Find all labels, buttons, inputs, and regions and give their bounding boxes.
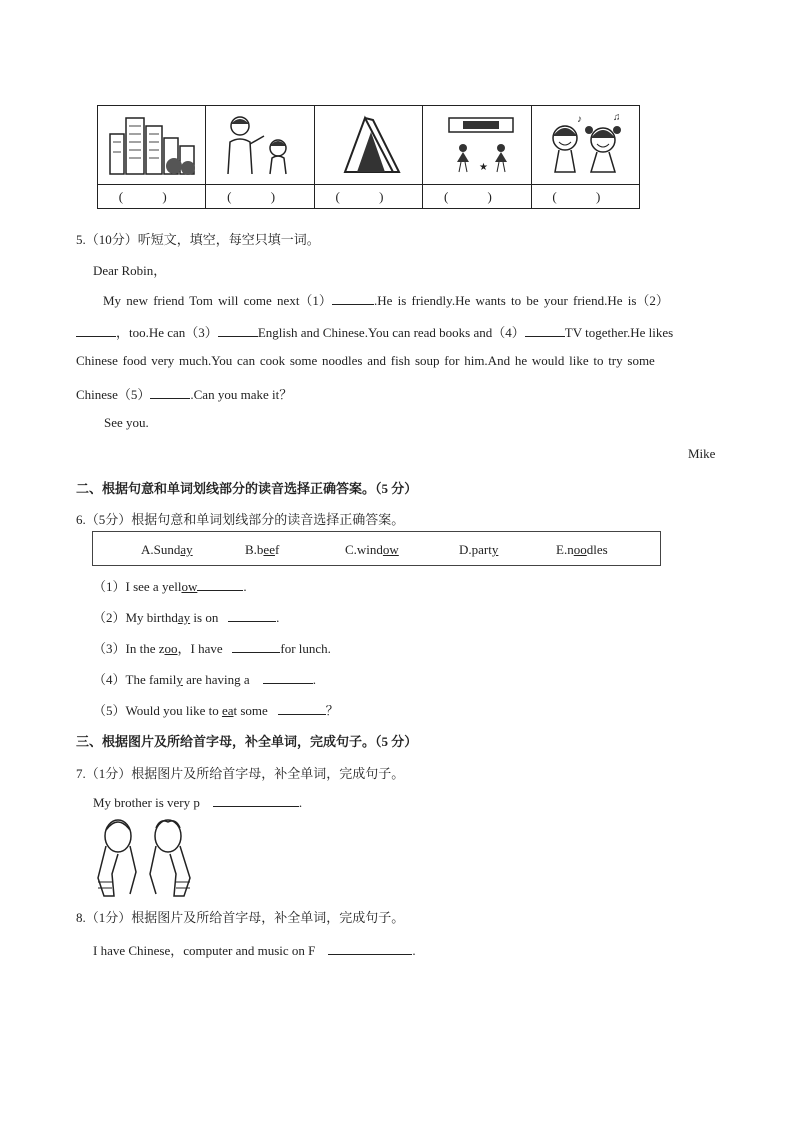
q8-heading: 8.（1分）根据图片及所给首字母，补全单词，完成句子。 [76,910,405,925]
picture-table [97,105,640,209]
letter-signature: Mike [688,446,716,461]
options-box [92,531,661,566]
passage-line [76,384,292,403]
passage-text: English and Chinese.You can read books and（4） [257,325,525,340]
passage-text: TV together.He likes [564,325,674,340]
two-boys-icon [90,816,200,902]
q6-item: （2）My birthday is on . [93,610,280,625]
answer-blank[interactable]: ( ) [118,188,185,204]
option-b: B.beef [245,542,280,557]
passage-text: Chinese（5） [76,387,151,402]
blank-3[interactable] [218,324,258,337]
picture-cell [532,106,639,208]
q7-heading: 7.（1分）根据图片及所给首字母，补全单词，完成句子。 [76,766,405,781]
option-d: D.party [459,542,499,557]
picture-cell [315,106,423,208]
answer-blank[interactable] [278,702,326,715]
answer-blank[interactable]: ( ) [335,188,402,204]
answer-blank[interactable] [263,671,313,684]
passage-line: Chinese food very much.You can cook some noodles and fish soup for him.And he would like to try some [76,353,655,368]
singing-kids-icon [532,106,639,185]
letter-greeting: Dear Robin， [93,263,167,278]
city-buildings-icon [98,106,205,185]
answer-blank[interactable] [197,578,243,591]
q8-sentence: I have Chinese，computer and music on F . [93,943,416,958]
letter-closing: See you. [104,415,149,430]
answer-blank[interactable] [213,794,299,807]
svg-text:★: ★ [478,162,488,173]
answer-blank[interactable] [328,942,412,955]
dancing-girls-icon [423,106,530,185]
picture-cell [98,106,206,208]
passage-text: .He is friendly.He wants to be your friend.He is（2） [373,293,669,308]
q6-item: （5）Would you like to eat some ？ [93,703,339,718]
answer-blank[interactable]: ( ) [227,188,294,204]
picture-cell [423,106,531,208]
blank-5[interactable] [150,386,190,399]
option-c: C.window [345,542,399,557]
answer-blank[interactable]: ( ) [552,188,619,204]
svg-text:♪: ♪ [577,114,583,125]
answer-blank[interactable] [228,609,276,622]
blank-4[interactable] [525,324,565,337]
blank-1[interactable] [332,292,374,305]
q6-item: （4）The family are having a . [93,672,316,687]
passage-line [76,322,673,341]
q6-item: （1）I see a yellow . [93,579,247,594]
q6-item: （3）In the zoo，I have for lunch. [93,641,331,656]
man-and-boy-icon [206,106,313,185]
q7-sentence: My brother is very p . [93,795,303,810]
picture-cell [206,106,314,208]
passage-text: My new friend Tom will come next（1） [103,293,332,308]
passage-text: .Can you make it？ [190,387,293,402]
answer-blank[interactable]: ( ) [443,188,510,204]
passage-line [103,290,669,309]
sandwich-icon [315,106,422,185]
section-heading: 三、根据图片及所给首字母，补全单词，完成句子。（5 分） [76,734,418,749]
passage-text: ，too.He can（3） [116,325,218,340]
svg-text:♫: ♫ [613,112,621,123]
answer-blank[interactable] [232,640,280,653]
option-a: A.Sunday [141,542,193,557]
section-heading: 二、根据句意和单词划线部分的读音选择正确答案。（5 分） [76,481,418,496]
blank-2[interactable] [76,324,116,337]
option-e: E.noodles [556,542,608,557]
q5-heading: 5.（10分）听短文，填空，每空只填一词。 [76,232,320,247]
q6-heading: 6.（5分）根据句意和单词划线部分的读音选择正确答案。 [76,512,405,527]
